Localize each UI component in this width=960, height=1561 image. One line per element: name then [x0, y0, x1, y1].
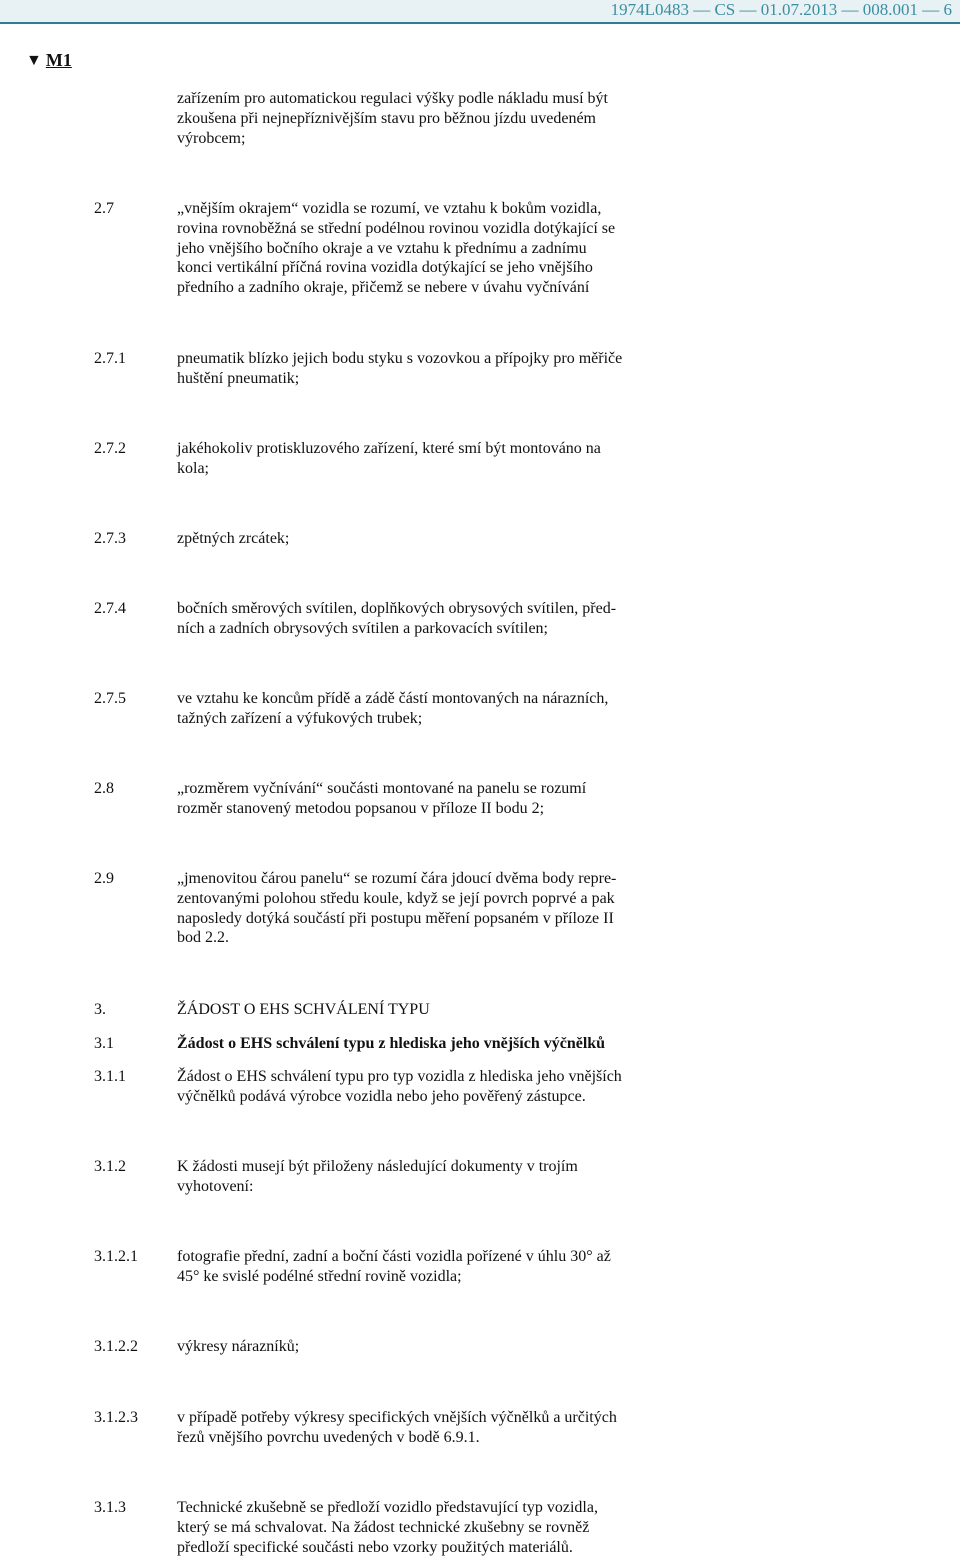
section-number: 2.7.3: [94, 530, 126, 547]
section-number: 2.7.5: [94, 690, 126, 707]
text-line: Žádost o EHS schválení typu pro typ vozidla z hlediska jeho vnějších: [177, 1068, 622, 1085]
text-line: tažných zařízení a výfukových trubek;: [177, 709, 423, 727]
section-number: 2.9: [94, 870, 114, 887]
section-text: [177, 529, 680, 549]
subsection-heading: [177, 1034, 680, 1054]
text-line: „rozměrem vyčnívání“ součásti montované na panelu se rozumí: [177, 780, 587, 797]
section-number: 3.1.3: [94, 1499, 126, 1516]
amendment-code: M1: [45, 50, 72, 70]
section-text: [177, 1247, 680, 1287]
section-heading: [177, 1000, 680, 1020]
text-line: jeho vnějšího bočního okraje a ve vztahu k přednímu a zadnímu: [177, 239, 587, 257]
header-divider: [0, 22, 960, 24]
section-number: 2.7.4: [94, 600, 126, 617]
text-line: zařízením pro automatickou regulaci výšky podle nákladu musí být: [177, 90, 608, 107]
section-number: 3.1: [94, 1035, 114, 1052]
text-line: pneumatik blízko jejich bodu styku s vozovkou a přípojky pro měřiče: [177, 350, 623, 367]
section-text: [177, 1157, 680, 1197]
text-line: bod 2.2.: [177, 929, 229, 947]
section-text: [177, 689, 680, 729]
text-line: „jmenovitou čárou panelu“ se rozumí čára jdoucí dvěma body repre-: [177, 870, 617, 887]
section-text: [177, 1408, 680, 1448]
section-number: 2.7.1: [94, 350, 126, 367]
text-line: naposledy dotýká součástí při postupu měření popsaném v příloze II: [177, 909, 614, 927]
text-line: předního a zadního okraje, přičemž se nebere v úvahu vyčnívání: [177, 279, 590, 297]
text-line: kola;: [177, 459, 209, 477]
text-line: výkresy nárazníků;: [177, 1338, 300, 1355]
text-line: jakéhokoliv protiskluzového zařízení, které smí být montováno na: [177, 440, 601, 457]
text-line: řezů vnějšího povrchu uvedených v bodě 6.9.1.: [177, 1428, 480, 1446]
document-reference: 1974L0483 — CS — 01.07.2013 — 008.001 — 6: [610, 0, 952, 19]
section-number: 3.: [94, 1001, 106, 1018]
section-number: 3.1.1: [94, 1068, 126, 1085]
section-number: 3.1.2: [94, 1158, 126, 1175]
text-line: vyhotovení:: [177, 1177, 254, 1195]
section-text: [177, 439, 680, 479]
text-line: v případě potřeby výkresy specifických vnějších výčnělků a určitých: [177, 1409, 617, 1426]
text-line: výrobcem;: [177, 129, 246, 147]
text-line: rozměr stanovený metodou popsanou v příloze II bodu 2;: [177, 799, 545, 817]
text-line: rovina rovnoběžná se střední podélnou rovinou vozidla dotýkající se: [177, 219, 616, 237]
text-line: fotografie přední, zadní a boční části vozidla pořízené v úhlu 30° až: [177, 1248, 611, 1265]
heading-line: Žádost o EHS schválení typu z hlediska jeho vnějších výčnělků: [177, 1035, 606, 1052]
text-line: zkoušena při nejnepříznivějším stavu pro běžnou jízdu uvedeném: [177, 109, 596, 127]
section-number: 3.1.2.2: [94, 1338, 138, 1355]
text-line: zentovanými polohou středu koule, když se její povrch poprvé a pak: [177, 889, 615, 907]
intro-paragraph: [177, 89, 680, 148]
heading-line: ŽÁDOST O EHS SCHVÁLENÍ TYPU: [177, 1001, 430, 1018]
text-line: který se má schvalovat. Na žádost technické zkušebny se rovněž: [177, 1518, 590, 1536]
section-number: 3.1.2.3: [94, 1409, 138, 1426]
text-line: „vnějším okrajem“ vozidla se rozumí, ve vztahu k bokům vozidla,: [177, 200, 602, 217]
document-header: [0, 0, 960, 22]
text-line: K žádosti musejí být přiloženy následující dokumenty v trojím: [177, 1158, 578, 1175]
section-number: 2.8: [94, 780, 114, 797]
text-line: zpětných zrcátek;: [177, 530, 290, 547]
text-line: 45° ke svislé podélné střední rovině vozidla;: [177, 1267, 462, 1285]
triangle-down-icon: ▼: [26, 51, 42, 69]
text-line: Technické zkušebně se předloží vozidlo představující typ vozidla,: [177, 1499, 598, 1516]
section-text: [177, 869, 680, 948]
amendment-marker: [26, 50, 72, 71]
section-text: [177, 199, 680, 298]
section-number: 3.1.2.1: [94, 1248, 138, 1265]
section-number: 2.7.2: [94, 440, 126, 457]
section-text: [177, 779, 680, 819]
text-line: výčnělků podává výrobce vozidla nebo jeho pověřený zástupce.: [177, 1087, 586, 1105]
text-line: ve vztahu ke koncům přídě a zádě částí montovaných na nárazních,: [177, 690, 609, 707]
text-line: huštění pneumatik;: [177, 369, 300, 387]
section-text: [177, 1067, 680, 1107]
text-line: předloží specifické součásti nebo vzorky použitých materiálů.: [177, 1538, 573, 1556]
text-line: ních a zadních obrysových svítilen a parkovacích svítilen;: [177, 619, 548, 637]
section-number: 2.7: [94, 200, 114, 217]
text-line: bočních směrových svítilen, doplňkových obrysových svítilen, před-: [177, 600, 617, 617]
section-text: [177, 599, 680, 639]
section-text: [177, 349, 680, 389]
text-line: konci vertikální příčná rovina vozidla dotýkající se jeho vnějšího: [177, 259, 593, 277]
section-text: [177, 1498, 680, 1557]
section-text: [177, 1337, 680, 1357]
